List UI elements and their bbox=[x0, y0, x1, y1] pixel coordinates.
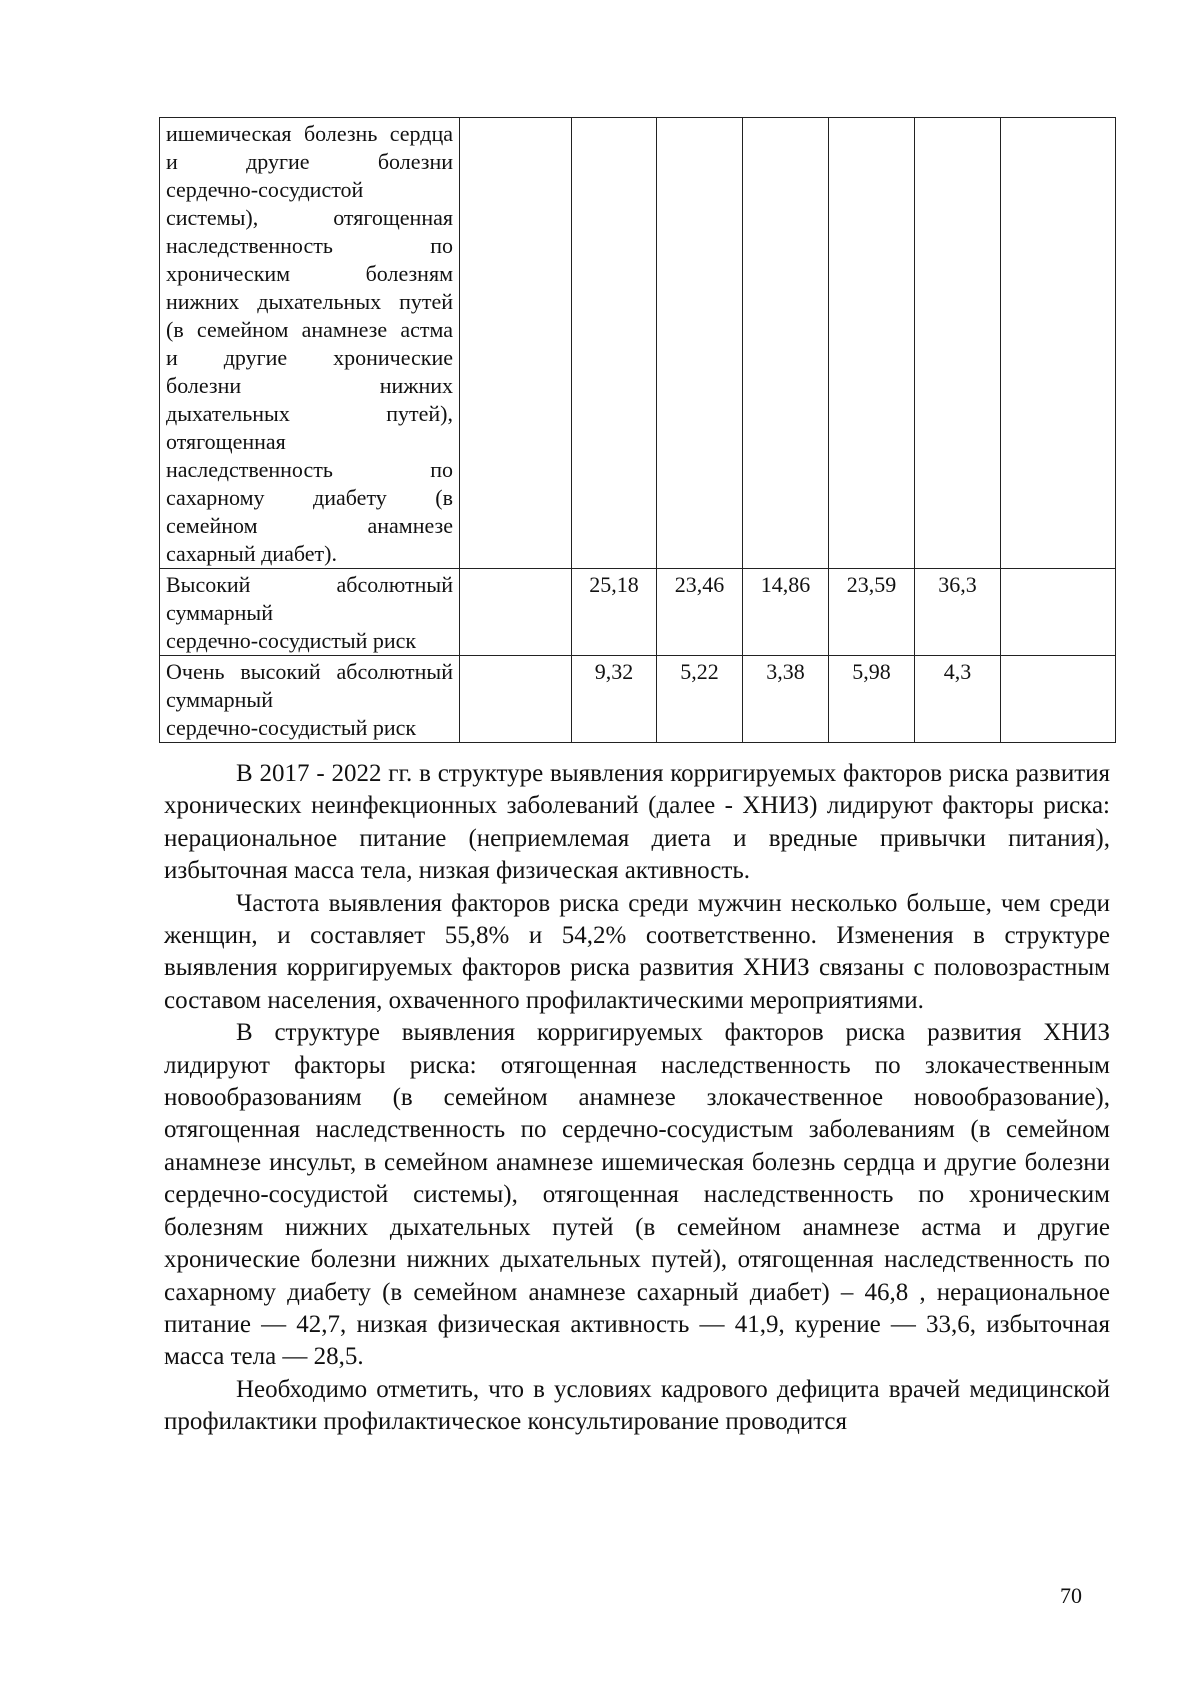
value-cell: 23,46 bbox=[657, 569, 743, 656]
row-label-line: Очень высокий абсолютный bbox=[166, 659, 453, 684]
row-label-line: системы), отягощенная bbox=[166, 205, 453, 230]
value-cell bbox=[460, 118, 572, 569]
paragraph: Необходимо отметить, что в условиях кадрового дефицита врачей медицинской профилактики профилактическое консультирование проводится bbox=[164, 1375, 1110, 1436]
body-text bbox=[164, 758, 1110, 1439]
value-cell: 36,3 bbox=[915, 569, 1001, 656]
row-label-line: Высокий абсолютный bbox=[166, 572, 453, 597]
value-cell bbox=[1001, 656, 1116, 743]
row-label-line: сердечно-сосудистой bbox=[166, 177, 364, 202]
value-cell: 4,3 bbox=[915, 656, 1001, 743]
row-label-line: хроническим болезням bbox=[166, 261, 453, 286]
paragraph: Частота выявления факторов риска среди мужчин несколько больше, чем среди женщин, и составляет 55,8% и 54,2% соответственно. Изменения в структуре выявления корригируемых факторов риска развития ХНИЗ связаны с половозрастным составом населения, охваченного профилактическими мероприятиями. bbox=[164, 889, 1110, 1014]
row-label-line: отягощенная bbox=[166, 429, 286, 454]
row-label-cell bbox=[160, 118, 460, 569]
value-cell: 25,18 bbox=[572, 569, 657, 656]
row-label-line: и другие болезни bbox=[166, 149, 453, 174]
row-label-line: и другие хронические bbox=[166, 345, 453, 370]
table-row bbox=[160, 656, 1116, 743]
value-cell bbox=[743, 118, 829, 569]
value-cell bbox=[1001, 118, 1116, 569]
paragraph: В структуре выявления корригируемых факторов риска развития ХНИЗ лидируют факторы риска: отягощенная наследственность по злокачественным новообразованиям (в семейном анамнезе злокачественное новообразование), отягощенная наследственность по сердечно-сосудистым заболеваниям (в семейном анамнезе инсульт, в семейном анамнезе ишемическая болезнь сердца и другие болезни сердечно-сосудистой системы), отягощенная наследственность по хроническим болезням нижних дыхательных путей (в семейном анамнезе астма и другие хронические болезни нижних дыхательных путей), отягощенная наследственность по сахарному диабету (в семейном анамнезе сахарный диабет) – 46,8 , нерациональное питание — 42,7, низкая физическая активность — 41,9, курение — 33,6, избыточная масса тела — 28,5. bbox=[164, 1019, 1110, 1371]
row-label-line: ишемическая болезнь сердца bbox=[166, 121, 453, 146]
row-label-line: сердечно-сосудистый риск bbox=[166, 715, 417, 740]
row-label-line: сахарному диабету (в bbox=[166, 485, 453, 510]
value-cell bbox=[460, 656, 572, 743]
table-body bbox=[160, 118, 1116, 743]
row-label-line: наследственность по bbox=[166, 457, 453, 482]
value-cell bbox=[829, 118, 915, 569]
value-cell bbox=[460, 569, 572, 656]
row-label-line: наследственность по bbox=[166, 233, 453, 258]
value-cell bbox=[915, 118, 1001, 569]
value-cell bbox=[572, 118, 657, 569]
row-label-line: сахарный диабет). bbox=[166, 541, 337, 566]
value-cell bbox=[657, 118, 743, 569]
value-cell: 9,32 bbox=[572, 656, 657, 743]
value-cell bbox=[1001, 569, 1116, 656]
table-row bbox=[160, 118, 1116, 569]
row-label-line: суммарный bbox=[166, 687, 273, 712]
value-cell: 5,22 bbox=[657, 656, 743, 743]
row-label-cell bbox=[160, 569, 460, 656]
table-row bbox=[160, 569, 1116, 656]
row-label-line: суммарный bbox=[166, 600, 273, 625]
paragraph: В 2017 - 2022 гг. в структуре выявления корригируемых факторов риска развития хронических неинфекционных заболеваний (далее - ХНИЗ) лидируют факторы риска: нерациональное питание (неприемлемая диета и вредные привычки питания), избыточная масса тела, низкая физическая активность. bbox=[164, 760, 1110, 885]
row-label-cell bbox=[160, 656, 460, 743]
value-cell: 5,98 bbox=[829, 656, 915, 743]
value-cell: 23,59 bbox=[829, 569, 915, 656]
page-number: 70 bbox=[1060, 1583, 1082, 1608]
row-label-line: нижних дыхательных путей bbox=[166, 289, 453, 314]
value-cell: 14,86 bbox=[743, 569, 829, 656]
value-cell: 3,38 bbox=[743, 656, 829, 743]
row-label-line: дыхательных путей), bbox=[166, 401, 453, 426]
row-label-line: сердечно-сосудистый риск bbox=[166, 628, 417, 653]
row-label-line: болезни нижних bbox=[166, 373, 453, 398]
risk-factors-table bbox=[159, 117, 1116, 743]
row-label-line: (в семейном анамнезе астма bbox=[166, 317, 453, 342]
row-label-line: семейном анамнезе bbox=[166, 513, 453, 538]
